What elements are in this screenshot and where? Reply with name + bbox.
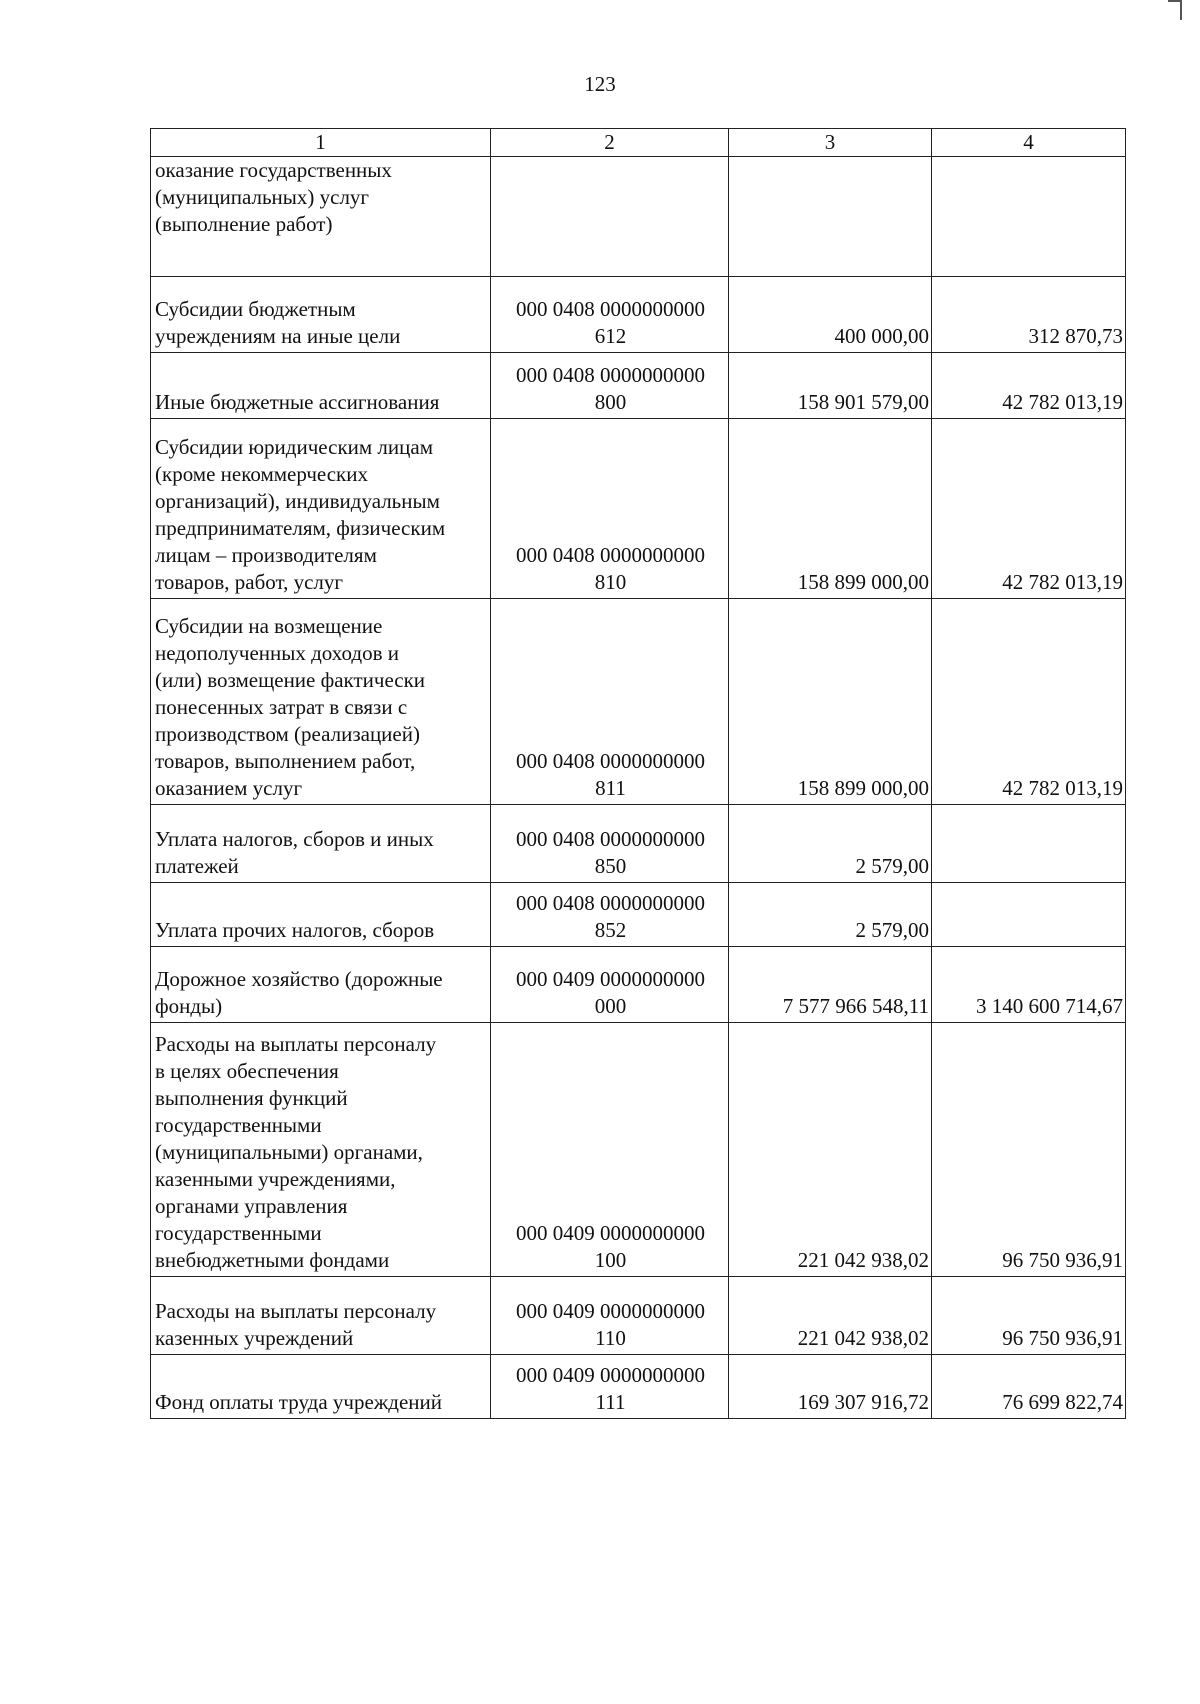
amount-col-4-cell [932,883,1126,947]
header-col-2: 2 [491,129,729,157]
budget-code-cell [491,805,729,883]
amount-col-3-cell: 169 307 916,72 [729,1355,932,1419]
budget-code-line: 612 [594,324,627,348]
corner-crop-mark [1164,0,1182,20]
table-row [151,353,1126,419]
expense-name-cell [151,883,491,947]
budget-code-line: 000 0409 0000000000 [516,1299,705,1323]
budget-code-line: 800 [594,390,627,414]
expense-name-line: органами управления [155,1194,348,1218]
budget-table [150,128,1126,1419]
expense-name-line: Уплата налогов, сборов и иных [155,827,434,851]
amount-col-4-cell: 3 140 600 714,67 [932,947,1126,1023]
expense-name-line: понесенных затрат в связи с [155,695,408,719]
expense-name-line: предпринимателям, физическим [155,516,446,540]
header-col-3: 3 [729,129,932,157]
expense-name-line: платежей [155,854,239,878]
amount-col-3-cell: 158 899 000,00 [729,599,932,805]
expense-name-line: выполнения функций [155,1086,348,1110]
expense-name-cell [151,277,491,353]
expense-name-line: Субсидии юридическим лицам [155,435,433,459]
amount-col-3-cell: 7 577 966 548,11 [729,947,932,1023]
expense-name-line: (муниципальных) услуг [155,185,370,209]
budget-code-line: 000 0408 0000000000 [516,297,705,321]
budget-code-cell [491,1277,729,1355]
expense-name-line: государственными [155,1221,322,1245]
amount-col-3-cell: 400 000,00 [729,277,932,353]
budget-code-line: 100 [594,1248,627,1272]
expense-name-cell [151,947,491,1023]
amount-col-4-cell: 42 782 013,19 [932,419,1126,599]
expense-name-line: Фонд оплаты труда учреждений [155,1390,442,1414]
budget-code-cell [491,277,729,353]
budget-code-line: 110 [595,1326,626,1350]
amount-col-3-cell: 221 042 938,02 [729,1277,932,1355]
budget-code-line: 000 0409 0000000000 [516,967,705,991]
budget-code-line: 000 [594,994,627,1018]
budget-code-cell [491,947,729,1023]
amount-col-3-cell: 221 042 938,02 [729,1023,932,1277]
table-row [151,1277,1126,1355]
budget-code-line: 000 0408 0000000000 [516,827,705,851]
expense-name-cell [151,805,491,883]
expense-name-cell [151,1023,491,1277]
table-row [151,277,1126,353]
budget-code-cell [491,353,729,419]
expense-name-line: Расходы на выплаты персоналу [155,1032,437,1056]
table-row [151,1355,1126,1419]
budget-code-cell [491,419,729,599]
budget-code-line: 850 [594,854,627,878]
expense-name-line: (муниципальными) органами, [155,1140,423,1164]
header-col-4: 4 [932,129,1126,157]
expense-name-cell [151,1277,491,1355]
amount-col-4-cell: 96 750 936,91 [932,1277,1126,1355]
expense-name-cell [151,599,491,805]
expense-name-line: Уплата прочих налогов, сборов [155,918,435,942]
expense-name-line: Субсидии на возмещение [155,614,383,638]
expense-name-line: в целях обеспечения [155,1059,339,1083]
expense-name-line: Расходы на выплаты персоналу [155,1299,437,1323]
budget-code-cell [491,599,729,805]
budget-code-line: 000 0409 0000000000 [516,1221,705,1245]
table-row [151,419,1126,599]
expense-name-line: Субсидии бюджетным [155,297,356,321]
expense-name-line: казенных учреждений [155,1326,354,1350]
budget-code-line: 810 [594,570,627,594]
expense-name-line: производством (реализацией) [155,722,420,746]
table-row [151,599,1126,805]
expense-name-line: лицам – производителям [155,543,377,567]
amount-col-4-cell: 42 782 013,19 [932,353,1126,419]
expense-name-cell [151,419,491,599]
amount-col-3-cell: 2 579,00 [729,883,932,947]
expense-name-line: недополученных доходов и [155,641,399,665]
table-row [151,947,1126,1023]
budget-code-cell [491,1355,729,1419]
page-number: 123 [584,72,616,96]
table-row [151,1023,1126,1277]
budget-code-line: 811 [595,776,626,800]
expense-name-line: фонды) [155,994,223,1018]
expense-name-line: государственными [155,1113,322,1137]
expense-name-line: организаций), индивидуальным [155,489,440,513]
amount-col-3-cell [729,157,932,277]
amount-col-4-cell: 42 782 013,19 [932,599,1126,805]
expense-name-line: Иные бюджетные ассигнования [155,390,440,414]
expense-name-cell [151,157,491,277]
table-row [151,883,1126,947]
expense-name-line: (выполнение работ) [155,212,333,236]
amount-col-4-cell: 312 870,73 [932,277,1126,353]
budget-code-cell [491,1023,729,1277]
amount-col-3-cell: 2 579,00 [729,805,932,883]
budget-code-line: 111 [595,1390,626,1414]
expense-name-line: внебюджетными фондами [155,1248,390,1272]
header-col-1: 1 [151,129,491,157]
expense-name-cell [151,353,491,419]
expense-name-cell [151,1355,491,1419]
budget-code-line: 000 0408 0000000000 [516,543,705,567]
budget-code-cell [491,157,729,277]
expense-name-line: Дорожное хозяйство (дорожные [155,967,443,991]
expense-name-line: (или) возмещение фактически [155,668,426,692]
amount-col-4-cell [932,805,1126,883]
budget-code-line: 000 0409 0000000000 [516,1363,705,1387]
expense-name-line: (кроме некоммерческих [155,462,368,486]
expense-name-line: учреждениям на иные цели [155,324,401,348]
amount-col-4-cell: 96 750 936,91 [932,1023,1126,1277]
expense-name-line: товаров, работ, услуг [155,570,344,594]
budget-code-cell [491,883,729,947]
amount-col-3-cell: 158 901 579,00 [729,353,932,419]
expense-name-line: оказание государственных [155,158,392,182]
amount-col-3-cell: 158 899 000,00 [729,419,932,599]
table-header-row [151,129,1126,157]
budget-code-line: 000 0408 0000000000 [516,891,705,915]
table-row [151,805,1126,883]
budget-code-line: 000 0408 0000000000 [516,363,705,387]
amount-col-4-cell: 76 699 822,74 [932,1355,1126,1419]
budget-code-line: 000 0408 0000000000 [516,749,705,773]
expense-name-line: товаров, выполнением работ, [155,749,416,773]
table-row [151,157,1126,277]
amount-col-4-cell [932,157,1126,277]
expense-name-line: казенными учреждениями, [155,1167,396,1191]
budget-code-line: 852 [594,918,627,942]
expense-name-line: оказанием услуг [155,776,303,800]
